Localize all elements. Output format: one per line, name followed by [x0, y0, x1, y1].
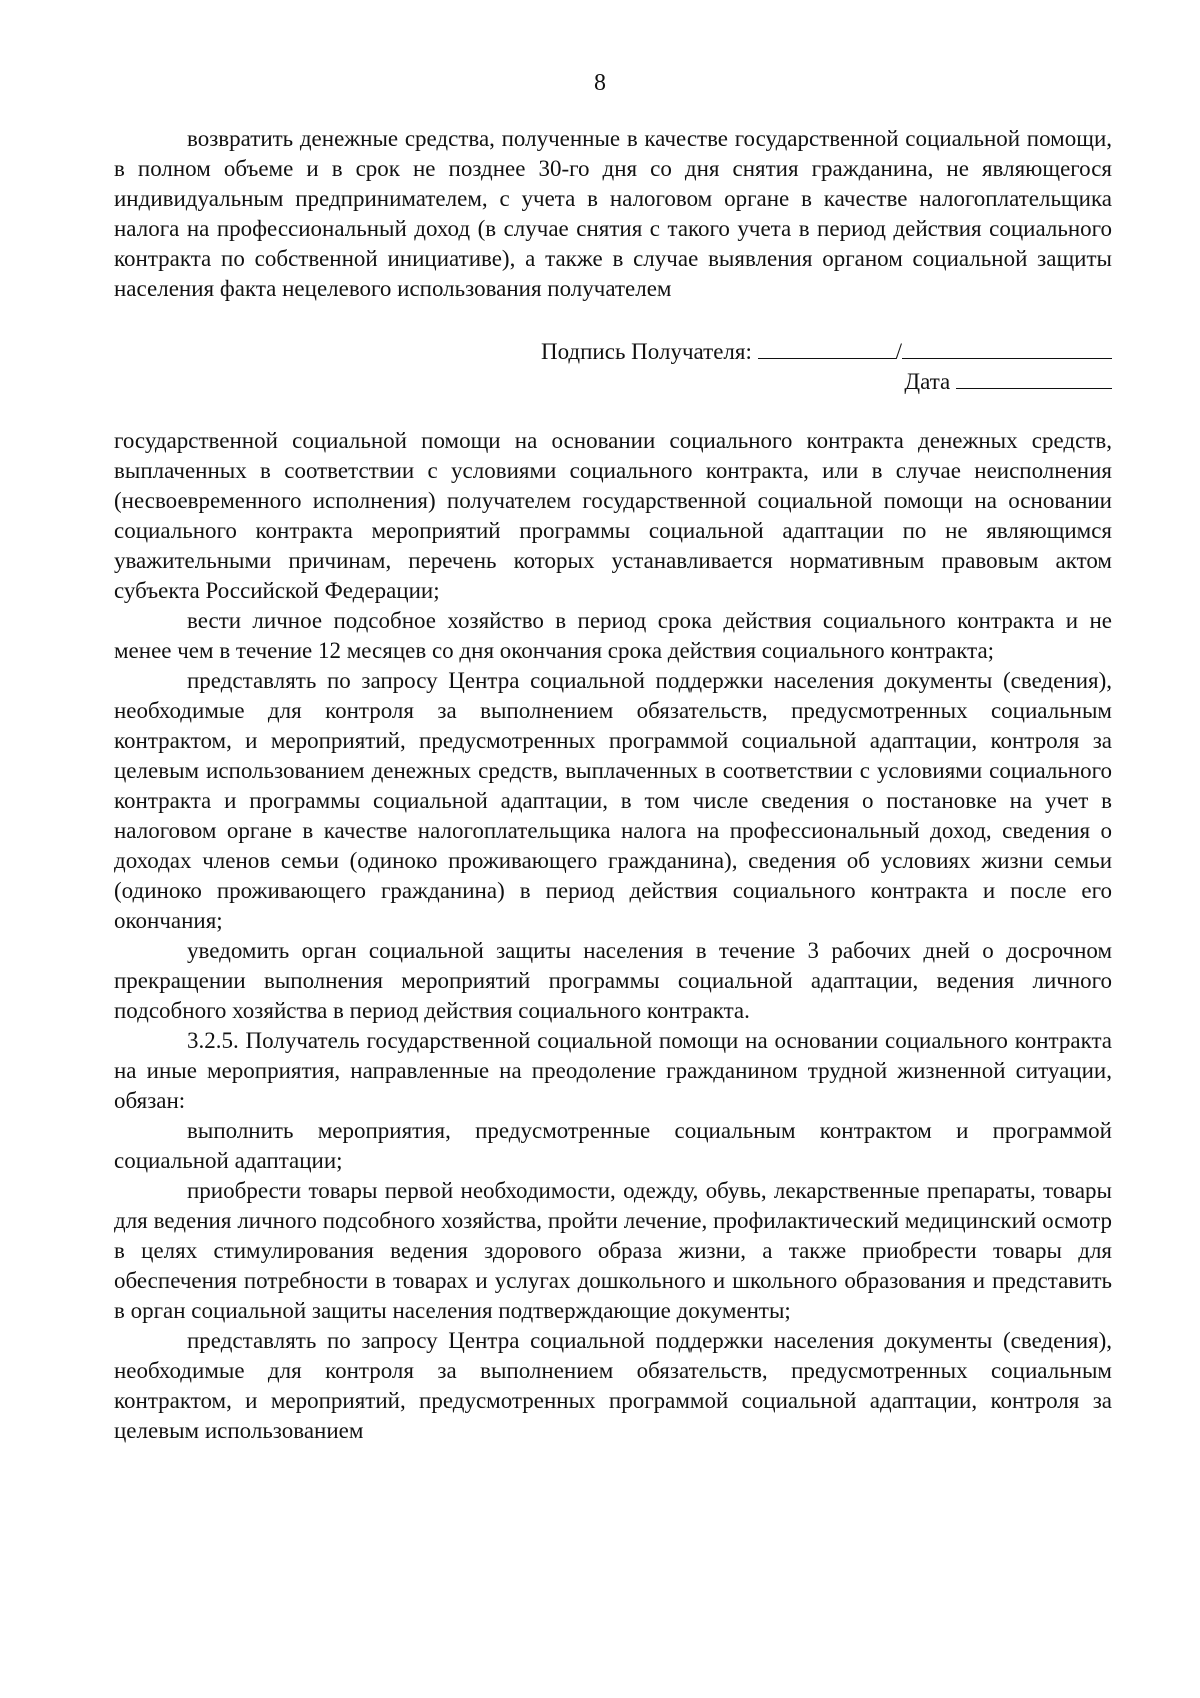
- paragraph: вести личное подсобное хозяйство в период срока действия социального контракта и не менее чем в течение 12 месяцев со дня окончания срока действия социального контракта;: [114, 608, 1112, 663]
- name-blank: [902, 336, 1112, 359]
- main-text-block: [114, 426, 1112, 1446]
- date-line: [114, 366, 1112, 396]
- paragraph: выполнить мероприятия, предусмотренные социальным контрактом и программой социальной адаптации;: [114, 1118, 1112, 1173]
- paragraph: 3.2.5. Получатель государственной социальной помощи на основании социального контракта на иные мероприятия, направленные на преодоление гражданином трудной жизненной ситуации, обязан:: [114, 1028, 1112, 1113]
- date-blank: [956, 366, 1112, 389]
- paragraph: уведомить орган социальной защиты населения в течение 3 рабочих дней о досрочном прекращении выполнения мероприятий программы социальной адаптации, ведения личного подсобного хозяйства в период действия социального контракта.: [114, 938, 1112, 1023]
- signature-slash: /: [895, 339, 902, 364]
- page-number: 8: [594, 70, 606, 96]
- paragraph: возвратить денежные средства, полученные в качестве государственной социальной помощи, в полном объеме и в срок не позднее 30-го дня со дня снятия гражданина, не являющегося индивидуальным предпринимателем, с учета в налоговом органе в качестве налогоплательщика налога на профессиональный доход (в случае снятия с такого учета в период действия социального контракта по собственной инициативе), а также в случае выявления органом социальной защиты населения факта нецелевого использования получателем: [114, 126, 1112, 301]
- paragraph: государственной социальной помощи на основании социального контракта денежных средств, выплаченных в соответствии с условиями социального контракта, или в случае неисполнения (несвоевременного исполнения) получателем государственной социальной помощи на основании социального контракта мероприятий программы социальной адаптации по не являющимся уважительными причинам, перечень которых устанавливается нормативным правовым актом субъекта Российской Федерации;: [114, 428, 1112, 603]
- date-label: Дата: [904, 369, 951, 394]
- top-paragraph-block: [114, 124, 1112, 304]
- paragraph: представлять по запросу Центра социальной поддержки населения документы (сведения), необходимые для контроля за выполнением обязательств, предусмотренных социальным контрактом, и мероприятий, предусмотренных программой социальной адаптации, контроля за целевым использованием: [114, 1328, 1112, 1443]
- signature-line: [114, 336, 1112, 366]
- signature-blank: [758, 336, 896, 359]
- signature-label: Подпись Получателя:: [540, 339, 752, 364]
- paragraph: представлять по запросу Центра социальной поддержки населения документы (сведения), необходимые для контроля за выполнением обязательств, предусмотренных социальным контрактом, и мероприятий, предусмотренных программой социальной адаптации, контроля за целевым использованием денежных средств, выплаченных в соответствии с условиями социального контракта и программы социальной адаптации, в том числе сведения о постановке на учет в налоговом органе в качестве налогоплательщика налога на профессиональный доход, сведения о доходах членов семьи (одиноко проживающего гражданина), сведения об условиях жизни семьи (одиноко проживающего гражданина) в период действия социального контракта и после его окончания;: [114, 668, 1112, 933]
- paragraph: приобрести товары первой необходимости, одежду, обувь, лекарственные препараты, товары для ведения личного подсобного хозяйства, пройти лечение, профилактический медицинский осмотр в целях стимулирования ведения здорового образа жизни, а также приобрести товары для обеспечения потребности в товарах и услугах дошкольного и школьного образования и представить в орган социальной защиты населения подтверждающие документы;: [114, 1178, 1112, 1323]
